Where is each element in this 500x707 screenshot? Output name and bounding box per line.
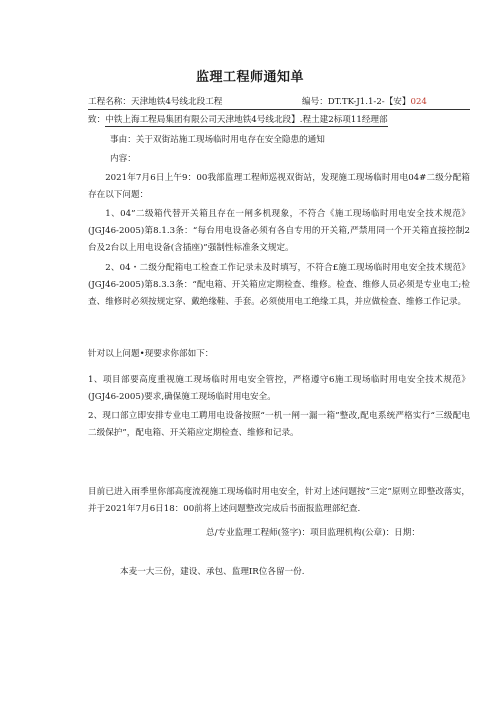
signature-line: 总/专业监理工程师(签字)：项目监理机构(公章)：日期： xyxy=(206,528,420,538)
paragraph-issue-2: 2、04・二级分配箱电工检查工作记录未及时填写，不符合£施工现场临时用电安全技术规范》(JGJ46-2005)第8.3.3条：“配电箱、开关箱应定期检查、维修。检查、维修人员必须是专业电工;检查、维修时必须按规定穿、戴绝缘鞋、手套。必须使用电工绝缘工具，并应做检查、维修工作记录。 xyxy=(88,263,470,307)
number-suffix: 024 xyxy=(410,97,427,107)
header-underline xyxy=(88,96,470,110)
subject-label: 事由： xyxy=(110,135,136,145)
requirement-2-block xyxy=(88,408,470,442)
distribution-note: 本麦一大三份，建设、承包、监理IR位各留一份. xyxy=(120,567,305,577)
to-label: 致： xyxy=(88,115,106,125)
to-recipient: 中铁上海工程局集团有限公司天津地铁4号线北段】.程土建2标项11经理部 xyxy=(105,115,388,125)
deadline-block xyxy=(88,484,470,518)
subject-row xyxy=(110,134,325,146)
paragraph-intro: 2021年7月6日上午9：00我部监理工程师巡视双街站，发现施工现场临时用电04#二级分配箱存在以下问题： xyxy=(88,173,470,200)
project-header-row xyxy=(88,96,470,110)
intro-paragraph xyxy=(88,170,470,204)
paragraph-requirements-intro: 针对以上问题•现要求你部如下： xyxy=(88,349,214,359)
issue-2-block xyxy=(88,260,470,311)
project-name-label: 工程名称： xyxy=(88,97,131,107)
number-prefix: DT.TK-J1.1-2-【安】 xyxy=(327,97,411,107)
number-group xyxy=(302,96,427,108)
paragraph-deadline: 目前已进入雨季里你部高度流视施工现场临时用电安全，针对上述问题按“三定”原则立即整改落实，并于2021年7月6日18：00前将上述问题整改完成后书面报监理部纪查. xyxy=(88,487,470,514)
paragraph-issue-1: 1、04”二级箱代替开关箱且存在一闸多机现象，不符合《施工现场临时用电安全技术规范》(JGJ46-2005)第8.1.3条：“每台用电设备必须有各自专用的开关箱,严禁用同一个开关箱直接控制2台及2台以上用电设备(含插座)”强制性标准条文规定。 xyxy=(88,209,470,253)
requirement-1-block xyxy=(88,372,470,406)
paragraph-requirement-2: 2、现口部立即安排专业电工聘用电设备按照“一机一闸一漏一箱”整改,配电系统严格实行“三级配电二级保护”，配电箱、开关箱应定期检查、维修和记录。 xyxy=(88,411,470,438)
content-label: 内容： xyxy=(110,154,136,164)
issue-1-block xyxy=(88,206,470,257)
paragraph-requirement-1: 1、项目部要高度重视施工现场临时用电安全管控，严格遵守6施工现场临时用电安全技术规范》(JGJ46-2005)要求,确保施工现场临时用电安全。 xyxy=(88,375,470,402)
requirements-intro-block xyxy=(88,346,470,363)
project-name: 天津地铁4号线北段工程 xyxy=(130,97,223,107)
subject-text: 关于双街站施工现场临时用电存在安全隐患的通知 xyxy=(135,135,325,145)
document-title: 监理工程师通知单 xyxy=(195,70,304,85)
to-row xyxy=(88,114,388,126)
number-label: 编号： xyxy=(302,97,328,107)
